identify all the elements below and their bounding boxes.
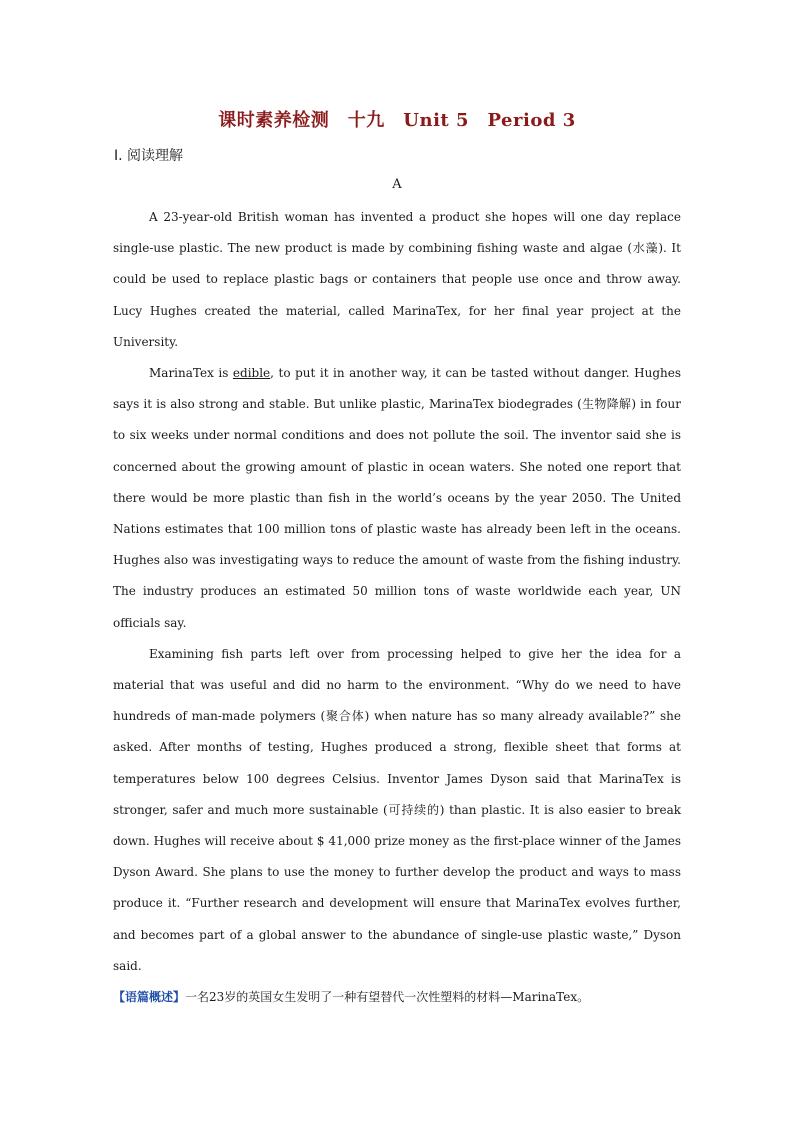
page-title: 课时素养检测 十九 Unit 5 Period 3	[218, 110, 576, 131]
underlined-word: edible	[232, 366, 271, 381]
summary-text: 一名23岁的英国女生发明了一种有望替代一次性塑料的材料—MarinaTex。	[185, 990, 590, 1004]
section-heading: Ⅰ. 阅读理解	[114, 148, 184, 164]
paragraph-2	[113, 358, 681, 639]
paragraph-2-start: MarinaTex is	[149, 366, 233, 381]
reading-passage	[113, 202, 681, 982]
summary-tag: 【语篇概述】	[113, 990, 186, 1004]
paragraph-3: Examining fish parts left over from processing helped to give her the idea for a material that was useful and did no harm to the environment. “Why do we need to have hundreds of man-made polymers (聚合体) when nature has so many already available?” she asked. After months of testing, Hughes produced a strong, flexible sheet that forms at temperatures below 100 degrees Celsius. Inventor James Dyson said that MarinaTex is stronger, safer and much more sustainable (可持续的) than plastic. It is also easier to break down. Hughes will receive about $ 41,000 prize money as the first-place winner of the James Dyson Award. She plans to use the money to further develop the product and ways to mass produce it. “Further research and development will ensure that MarinaTex evolves further, and becomes part of a global answer to the abundance of single-use plastic waste,” Dyson said.	[113, 646, 681, 973]
paragraph-2-rest: , to put it in another way, it can be tasted without danger. Hughes says it is also strong and stable. But unlike plastic, MarinaTex biodegrades (生物降解) in four to six weeks under normal conditions and does not pollute the soil. The inventor said she is concerned about the growing amount of plastic in ocean waters. She noted one report that there would be more plastic than fish in the world’s oceans by the year 2050. The United Nations estimates that 100 million tons of plastic waste has already been left in the oceans. Hughes also was investigating ways to reduce the amount of waste from the fishing industry. The industry produces an estimated 50 million tons of waste worldwide each year, UN officials say.	[113, 366, 681, 630]
passage-label: A	[392, 177, 402, 192]
passage-summary	[113, 983, 713, 1011]
paragraph-1: A 23-year-old British woman has invented a product she hopes will one day replace single-use plastic. The new product is made by combining fishing waste and algae (水藻). It could be used to replace plastic bags or containers that people use once and throw away. Lucy Hughes created the material, called MarinaTex, for her final year project at the University.	[113, 210, 681, 349]
